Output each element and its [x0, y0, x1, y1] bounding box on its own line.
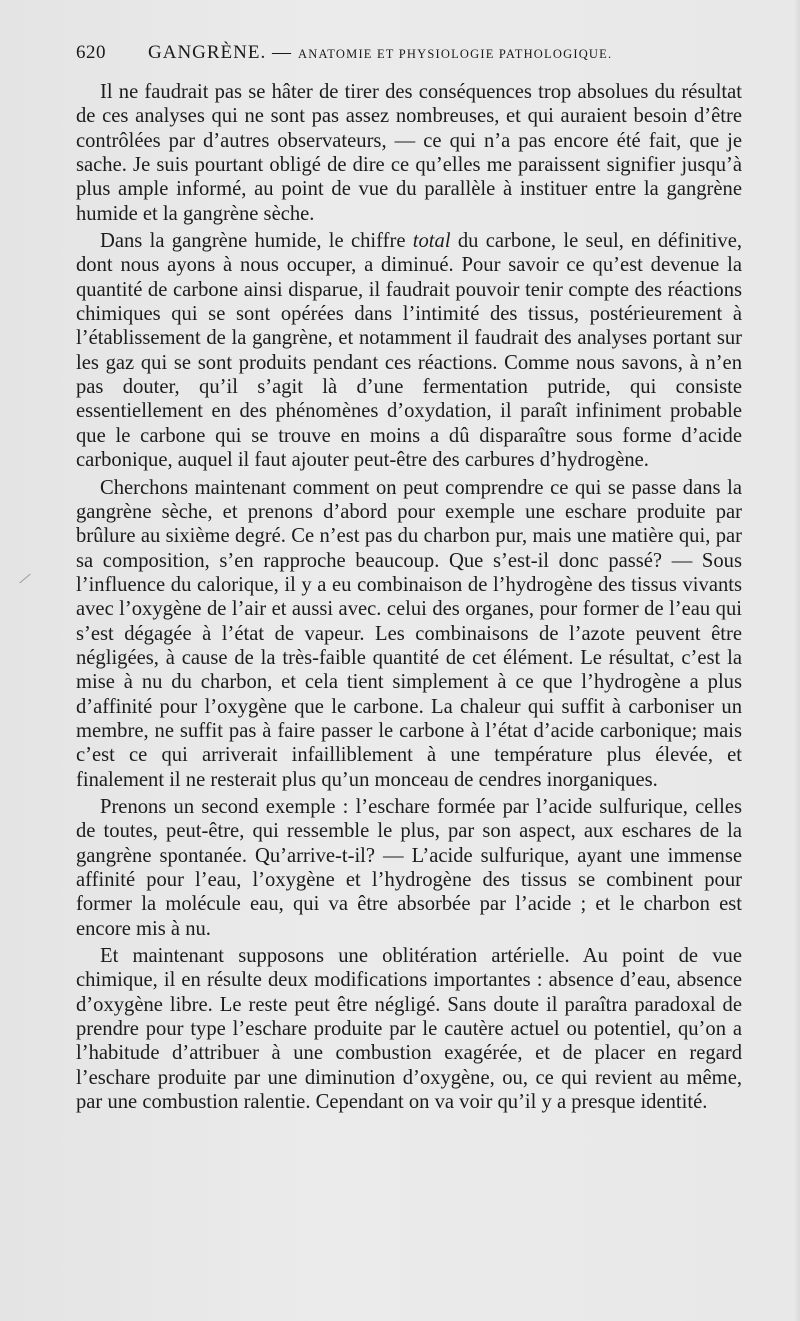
running-subtitle: ANATOMIE ET PHYSIOLOGIE PATHOLOGIQUE.: [298, 47, 613, 61]
paragraph-1: Il ne faudrait pas se hâter de tirer des conséquences trop absolues du résultat de ces analyses qui ne sont pas assez nombreuses, et qui auraient besoin d’être contrôlées par d’autres observateurs, — ce qui n’a pas encore été fait, que je sache. Je suis pourtant obligé de dire ce qu’elles me paraissent signifier jusqu’à plus ample informé, au point de vue du parallèle à instituer entre la gangrène humide et la gangrène sèche.: [76, 81, 742, 225]
page-edge-shadow: [794, 0, 800, 1321]
paragraph-5: Et maintenant supposons une oblitération artérielle. Au point de vue chimique, il en résulte deux modifications importantes : absence d’eau, absence d’oxygène libre. Le reste peut être négligé. Sans doute il paraîtra paradoxal de prendre pour type l’eschare produite par le cautère actuel ou potentiel, qu’on a l’habitude d’attribuer à une combustion exagérée, et de placer en regard l’eschare produite par une diminution d’oxygène, ou, ce qui revient au même, par une combustion ralentie. Cependant on va voir qu’il y a presque identité.: [76, 945, 742, 1114]
running-header: [76, 42, 742, 72]
paragraph-2-start: Dans la gangrène humide, le chiffre: [100, 230, 406, 253]
paragraph-4: Prenons un second exemple : l’eschare formée par l’acide sulfurique, celles de toutes, peut-être, qui ressemble le plus, par son aspect, aux eschares de la gangrène spontanée. Qu’arrive-t-il? — L’acide sulfurique, ayant une immense affinité pour l’eau, l’oxygène et l’hydrogène des tissus se combinent pour former la molécule eau, qui va être absorbée par l’acide ; et le charbon est encore mis à nu.: [76, 795, 742, 940]
emphasis-total: total: [412, 230, 451, 253]
page-number: 620: [76, 42, 106, 63]
paragraph-2-rest: du carbone, le seul, en définitive, dont nous ayons à nous occuper, a diminué. Pour savoir ce qu’est devenue la quantité de carbone ainsi disparue, il faudrait pouvoir tenir compte des réactions chimiques qui se sont opérées dans l’intimité des tissus, postérieurement à l’établissement de la gangrène, et notamment il faudrait des analyses portant sur les gaz qui se sont produits pendant ces réactions. Comme nous savons, à n’en pas douter, qu’il s’agit là d’une fermentation putride, qui consiste essentiellement en des phénomènes d’oxydation, il paraît infiniment probable que le carbone qui se trouve en moins a dû disparaître sous forme d’acide carbonique, auquel il faut ajouter peut-être des carbures d’hydrogène.: [76, 230, 742, 472]
running-title: GANGRÈNE. —: [148, 42, 292, 63]
body-text: [76, 80, 742, 1114]
margin-pencil-mark: [19, 574, 30, 584]
paragraph-3: Cherchons maintenant comment on peut comprendre ce qui se passe dans la gangrène sèche, et prenons d’abord pour exemple une eschare produite par brûlure au sixième degré. Ce n’est pas du charbon pur, mais une matière qui, par sa composition, s’en rapproche beaucoup. Que s’est-il donc passé? — Sous l’influence du calorique, il y a eu combinaison de l’hydrogène des tissus vivants avec l’oxygène de l’air et aussi avec. celui des organes, pour former de l’eau qui s’est dégagée à l’état de vapeur. Les combinaisons de l’azote peuvent être négligées, à cause de la très-faible quantité de cet élément. Le résultat, c’est la mise à nu du charbon, et cela tient simplement à ce que l’hydrogène a plus d’affinité pour l’oxygène que le carbone. La chaleur qui suffit à carboniser un membre, ne suffit pas à faire passer le carbone à l’état d’acide carbonique; mais c’est ce qui arriverait infailliblement à une température plus élevée, et finalement il ne resterait plus qu’un monceau de cendres inorganiques.: [76, 476, 742, 791]
paragraph-2: [76, 229, 742, 472]
